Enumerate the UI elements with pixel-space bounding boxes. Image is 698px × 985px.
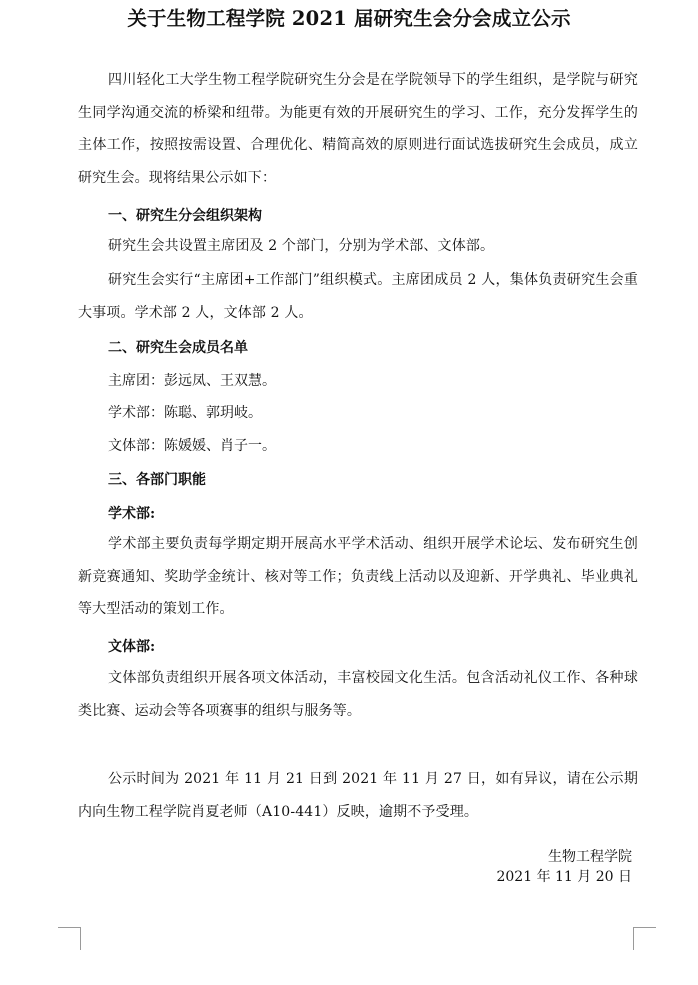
academic-dept-heading: 学术部:: [108, 506, 156, 522]
section1-heading: 一、研究生分会组织架构: [108, 208, 262, 224]
sports-members: 文体部：陈媛媛、肖子一。: [108, 438, 276, 454]
crop-mark-left: [58, 927, 81, 950]
academic-members: 学术部：陈聪、郭玥岐。: [108, 405, 262, 421]
publicity-notice: 公示时间为 2021 年 11 月 21 日到 2021 年 11 月 27 日，如有异议，请在公示期内向生物工程学院肖夏老师（A10-441）反映，逾期不予受理。: [78, 771, 638, 820]
academic-dept-duties: 学术部主要负责每学期定期开展高水平学术活动、组织开展学术论坛、发布研究生创新竞赛通知、奖助学金统计、核对等工作；负责线上活动以及迎新、开学典礼、毕业典礼等大型活动的策划工作。: [78, 536, 638, 617]
intro-paragraph: 四川轻化工大学生物工程学院研究生分会是在学院领导下的学生组织，是学院与研究生同学沟通交流的桥梁和纽带。为能更有效的开展研究生的学习、工作，充分发挥学生的主体工作，按照按需设置、合理优化、精简高效的原则进行面试选拔研究生会成员，成立研究生会。现将结果公示如下：: [78, 72, 638, 186]
section1-paragraph-2: 研究生会实行“主席团+工作部门”组织模式。主席团成员 2 人，集体负责研究生会重大事项。学术部 2 人，文体部 2 人。: [78, 272, 638, 321]
section1-paragraph-1: 研究生会共设置主席团及 2 个部门，分别为学术部、文体部。: [108, 238, 495, 254]
signature-date: 2021 年 11 月 20 日: [496, 869, 632, 885]
presidium-members: 主席团：彭远凤、王双慧。: [108, 373, 276, 389]
signature-organization: 生物工程学院: [548, 849, 632, 865]
sports-dept-duties: 文体部负责组织开展各项文体活动，丰富校园文化生活。包含活动礼仪工作、各种球类比赛、运动会等各项赛事的组织与服务等。: [78, 670, 638, 719]
crop-mark-right: [633, 927, 656, 950]
section3-heading: 三、各部门职能: [108, 472, 206, 488]
document-title: 关于生物工程学院 2021 届研究生会分会成立公示: [127, 7, 571, 30]
sports-dept-heading: 文体部:: [108, 639, 156, 655]
section2-heading: 二、研究生会成员名单: [108, 340, 248, 356]
